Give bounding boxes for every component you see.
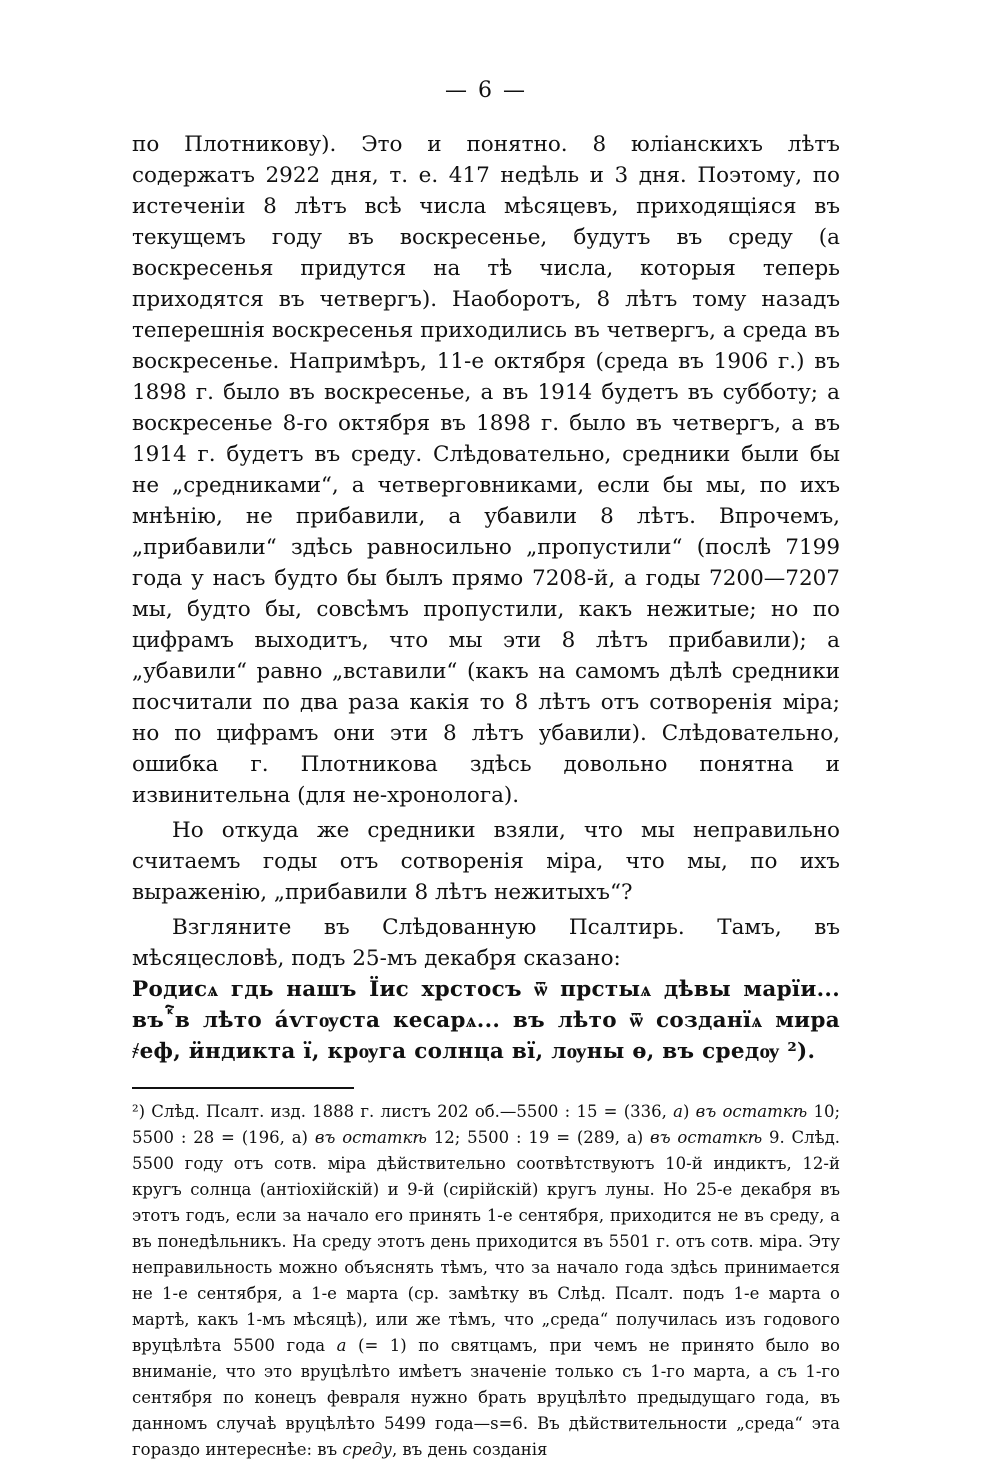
document-page	[132, 78, 840, 1463]
footnote-text-7: , въ день созданія	[391, 1440, 548, 1459]
footnote-a-1: а	[673, 1102, 683, 1121]
footnote-ostatok-2: въ остаткѣ	[314, 1128, 427, 1147]
church-slavonic-quote: Родисѧ гдь нашъ Їис хрстосъ ѿ прстыѧ дѣвы марїи... въ ⷦ҇в лѣто а́ѵгѹста кесарѧ... въ лѣто ѿ созданїѧ мира ҂еф, ӥндикта ї, крѹга солнца вї, лѹны ѳ, въ средѹ ²).	[132, 977, 840, 1064]
footnote-text-5: 9. Слѣд. 5500 году отъ сотв. міра дѣйствительно соотвѣтствуютъ 10-й индиктъ, 12-й кругъ солнца (антіохійскій) и 9-й (сирійскій) кругъ луны. Но 25-е декабря въ этотъ годъ, если за начало его принять 1-е сентября, приходится не въ среду, а въ понедѣльникъ. На среду этотъ день приходится въ 5501 г. отъ сотв. міра. Эту неправильность можно объяснять тѣмъ, что за начало года здѣсь принимается не 1-е сентября, а 1-е марта (ср. замѣтку въ Слѣд. Псалт. подъ 1-е марта о мартѣ, какъ 1-мъ мѣсяцѣ), или же тѣмъ, что „среда“ получилась изъ годового вруцѣлѣта 5500 года	[132, 1128, 841, 1355]
paragraph-3: Взгляните въ Слѣдованную Псалтирь. Тамъ, въ мѣсяцесловѣ, подъ 25-мъ декабря сказано:	[132, 915, 840, 971]
footnote-text-2: )	[682, 1102, 696, 1121]
footnote-text-1: Слѣд. Псалт. изд. 1888 г. листъ 202 об.—5500 : 15 = (336,	[145, 1102, 674, 1121]
footnote-a-2: а	[336, 1336, 347, 1355]
footnote	[132, 1099, 840, 1463]
footnote-divider	[132, 1087, 354, 1089]
footnote-paragraph	[132, 1099, 840, 1463]
main-text	[132, 129, 840, 1067]
footnote-sredu: среду	[342, 1440, 392, 1459]
paragraph-1: по Плотникову). Это и понятно. 8 юліанскихъ лѣтъ содержатъ 2922 дня, т. е. 417 недѣль и 3 дня. Поэтому, по истеченіи 8 лѣтъ всѣ числа мѣсяцевъ, приходящіяся въ текущемъ году въ воскресенье, будутъ въ среду (а воскресенья придутся на тѣ числа, которыя теперь приходятся въ четвергъ). Наоборотъ, 8 лѣтъ тому назадъ теперешнія воскресенья приходились въ четвергъ, а среда въ воскресенье. Напримѣръ, 11-е октября (среда въ 1906 г.) въ 1898 г. было въ воскресенье, а въ 1914 будетъ въ субботу; а воскресенье 8-го октября въ 1898 г. было въ четвергъ, а въ 1914 г. будетъ въ среду. Слѣдовательно, средники были бы не „средниками“, а четверговниками, если бы мы, по ихъ мнѣнію, не прибавили, а убавили 8 лѣтъ. Впрочемъ, „прибавили“ здѣсь равносильно „пропустили“ (послѣ 7199 года у насъ будто бы былъ прямо 7208-й, а годы 7200—7207 мы, будто бы, совсѣмъ пропустили, какъ нежитые; но по цифрамъ выходитъ, что мы эти 8 лѣтъ прибавили); а „убавили“ равно „вставили“ (какъ на самомъ дѣлѣ средники посчитали по два раза какія то 8 лѣтъ отъ сотворенія міра; но по цифрамъ они эти 8 лѣтъ убавили). Слѣдовательно, ошибка г. Плотникова здѣсь довольно понятна и извинительна (для не-хронолога).	[132, 132, 840, 808]
footnote-ostatok-1: въ остаткѣ	[695, 1102, 808, 1121]
paragraph-2: Но откуда же средники взяли, что мы неправильно считаемъ годы отъ сотворенія міра, что мы, по ихъ выраженію, „прибавили 8 лѣтъ нежитыхъ“?	[132, 818, 840, 905]
footnote-marker: ²)	[132, 1102, 146, 1121]
footnote-text-4: 12; 5500 : 19 = (289, а)	[426, 1128, 650, 1147]
footnote-text-6: (= 1) по святцамъ, при чемъ не принято было во вниманіе, что это вруцѣлѣто имѣетъ значеніе только съ 1-го марта, а съ 1-го сентября по конецъ февраля нужно брать вруцѣлѣто предыдущаго года, въ данномъ случаѣ вруцѣлѣто 5499 года—s=6. Въ дѣйствительности „среда“ эта гораздо интереснѣе: въ	[132, 1336, 840, 1459]
footnote-text-3: 10; 5500 : 28 = (196, а)	[132, 1102, 841, 1147]
footnote-ostatok-3: въ остаткѣ	[649, 1128, 763, 1147]
page-number: — 6 —	[445, 78, 527, 103]
